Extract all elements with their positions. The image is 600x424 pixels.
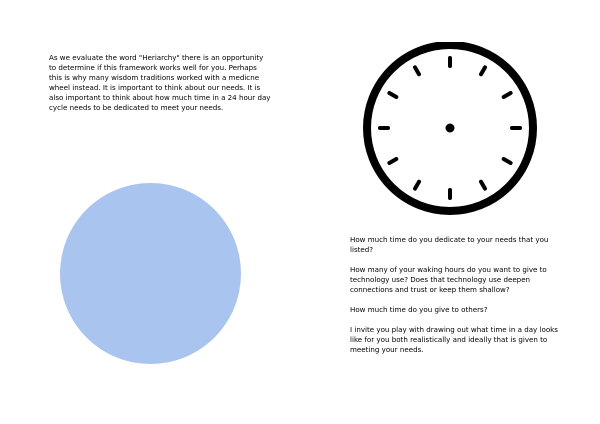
question-2: How many of your waking hours do you want to give to technology use? Does that technology use deepen connections and trust or keep them shallow? <box>350 265 547 294</box>
clock-tick <box>389 93 396 97</box>
clock-tick <box>415 182 419 189</box>
clock-tick <box>504 93 511 97</box>
question-3: How much time do you give to others? <box>350 305 488 314</box>
blank-circle <box>60 183 241 364</box>
clock-tick <box>481 182 485 189</box>
clock-tick <box>415 67 419 74</box>
reflection-questions <box>350 235 565 365</box>
clock-tick <box>389 159 396 163</box>
intro-paragraph: As we evaluate the word "Heriarchy" there is an opportunity to determine if this framework works well for you. Perhaps this is why many wisdom traditions worked with a medicne wheel instead. It is important to think about our needs. It is also important to think about how much time in a 24 hour day cycle needs to be dedicated to meet your needs. <box>49 53 271 112</box>
question-1: How much time do you dedicate to your needs that you listed? <box>350 235 549 254</box>
question-4: I invite you play with drawing out what time in a day looks like for you both realistically and ideally that is given to meeting your needs. <box>350 325 558 354</box>
clock-tick <box>504 159 511 163</box>
clock-center-dot <box>446 124 455 133</box>
clock-tick <box>481 67 485 74</box>
clock-face-icon <box>360 42 540 222</box>
